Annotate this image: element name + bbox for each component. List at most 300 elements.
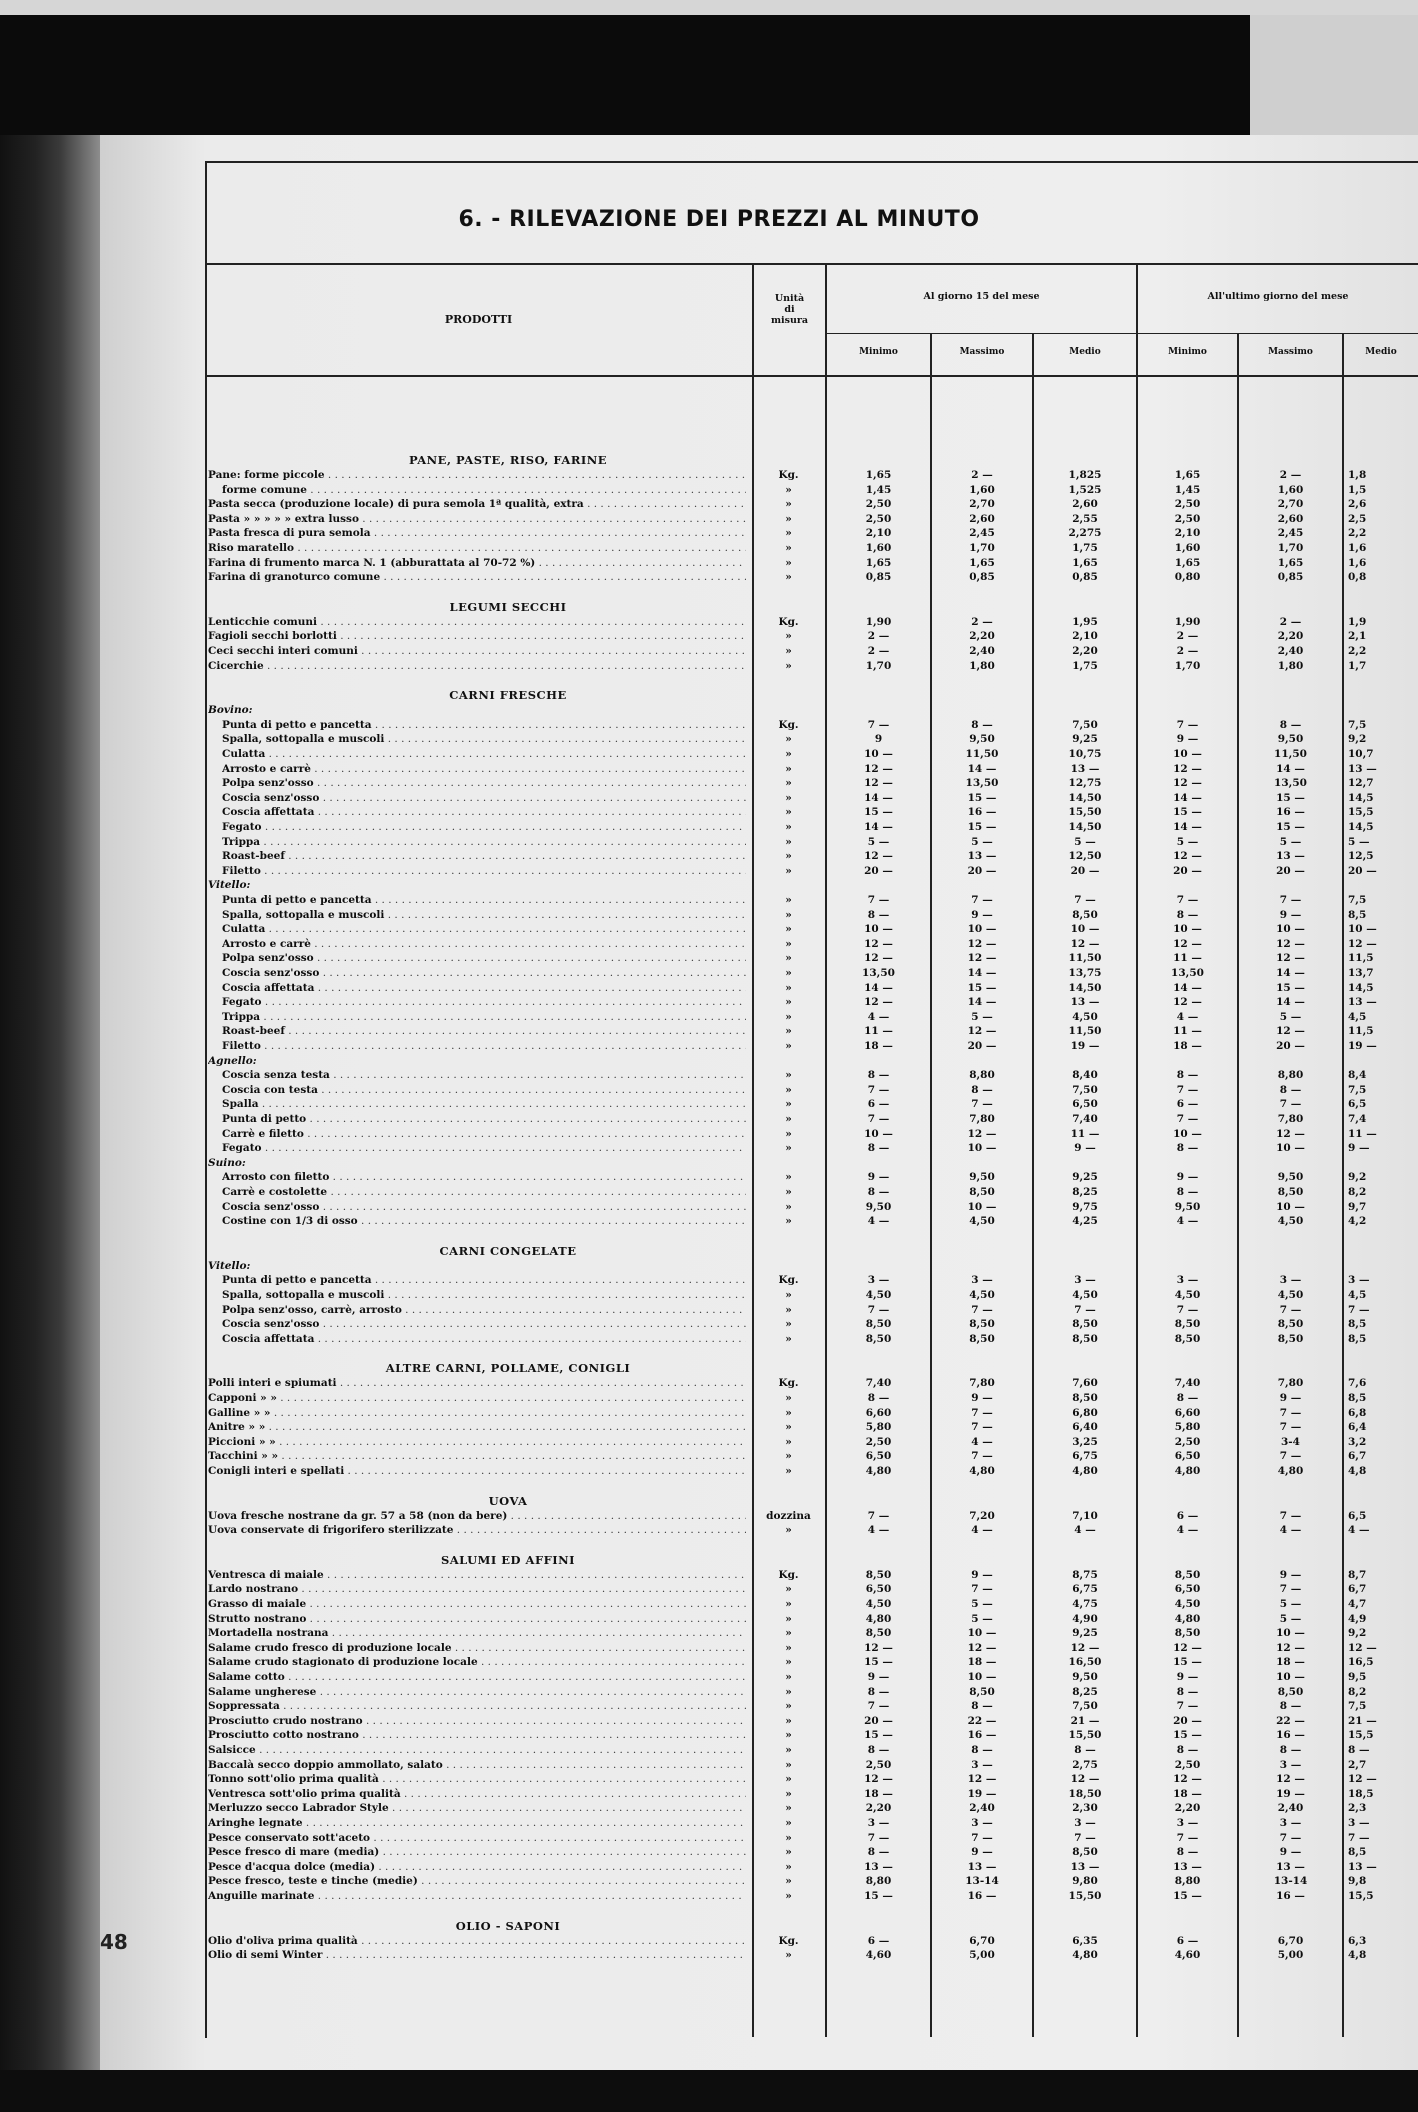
g1-med-cell: 6,40 [1072, 1421, 1098, 1434]
g2-max-cell: 7,80 [1277, 1113, 1304, 1125]
header-g2-medio: Medio [1365, 347, 1397, 357]
unit-cell: » [785, 483, 792, 496]
g1-max-cell: 2 — [971, 615, 993, 628]
product-name: Salame ungherese . . . [208, 1686, 746, 1698]
g2-min-cell: 2,10 [1174, 527, 1201, 540]
g1-max-cell: 6,70 [969, 1934, 995, 1947]
product-name: Salame cotto . . . [208, 1671, 746, 1683]
product-name: Farina di granoturco comune . . . [208, 571, 746, 583]
product-name: Arrosto e carrè . . . [222, 938, 746, 950]
g1-med-cell: 9,25 [1072, 733, 1098, 746]
table-row [208, 1436, 1418, 1451]
g2-min-cell: 8,80 [1174, 1875, 1201, 1888]
g1-max-cell: 14 — [967, 762, 997, 775]
table-row [208, 1450, 1418, 1465]
product-name: Prosciutto crudo nostrano . . . [208, 1715, 746, 1727]
g2-min-cell: 8 — [1176, 908, 1199, 921]
scan-dark-band [0, 15, 1250, 135]
g1-min-cell: 5 — [867, 835, 890, 848]
g1-min-cell: 4 — [867, 1010, 890, 1023]
table-row [208, 1186, 1418, 1201]
product-name: Merluzzo secco Labrador Style . . . [208, 1802, 746, 1814]
g1-med-cell: 12,75 [1068, 777, 1102, 790]
g2-min-cell: 1,70 [1174, 659, 1201, 672]
g1-med-cell: 7 — [1074, 894, 1096, 906]
unit-cell: » [785, 835, 792, 848]
unit-cell: » [785, 1612, 792, 1625]
g1-max-cell: 8,50 [969, 1186, 995, 1198]
g2-min-cell: 8,50 [1174, 1318, 1201, 1331]
g2-med-cell: 7 — [1348, 1831, 1370, 1844]
g2-min-cell: 1,60 [1174, 542, 1201, 554]
g2-med-cell: 2,6 [1348, 498, 1367, 511]
g1-med-cell: 3,25 [1072, 1435, 1098, 1448]
g1-max-cell: 12 — [967, 937, 997, 950]
product-name: Roast-beef . . . [222, 1025, 746, 1037]
g2-med-cell: 20 — [1348, 864, 1377, 877]
g2-med-cell: 8 — [1348, 1744, 1370, 1756]
product-name: Roast-beef . . . [222, 850, 746, 862]
unit-cell: » [785, 1627, 792, 1640]
g2-med-cell: 6,4 [1348, 1421, 1367, 1434]
g2-med-cell: 9,5 [1348, 1671, 1367, 1683]
header-group1: Al giorno 15 del mese [923, 291, 1040, 302]
g1-med-cell: 1,65 [1072, 556, 1098, 569]
header-g2-massimo: Massimo [1268, 347, 1313, 357]
g1-med-cell: 15,50 [1068, 1729, 1102, 1742]
g2-max-cell: 8,50 [1277, 1318, 1304, 1331]
g1-max-cell: 19 — [967, 1787, 997, 1800]
g1-max-cell: 9 — [971, 1846, 993, 1859]
g1-max-cell: 4,80 [969, 1465, 995, 1477]
g2-med-cell: 7,4 [1348, 1113, 1367, 1125]
g1-max-cell: 2,70 [969, 498, 995, 511]
table-row [208, 1098, 1418, 1113]
g2-max-cell: 19 — [1276, 1787, 1305, 1800]
unit-cell: » [785, 937, 792, 950]
g2-min-cell: 8 — [1176, 1846, 1199, 1859]
g2-max-cell: 14 — [1276, 996, 1305, 1009]
g2-max-cell: 7 — [1279, 1831, 1302, 1844]
g1-med-cell: 7 — [1074, 1303, 1096, 1316]
g1-med-cell: 13 — [1070, 762, 1100, 775]
scan-left-margin [0, 135, 100, 2112]
g1-med-cell: 1,95 [1072, 615, 1098, 628]
g2-min-cell: 7 — [1176, 894, 1199, 906]
g1-med-cell: 11 — [1070, 1127, 1100, 1140]
g1-max-cell: 11,50 [965, 748, 999, 760]
g1-min-cell: 7 — [867, 1700, 890, 1713]
table-row [208, 850, 1418, 865]
g2-min-cell: 12 — [1173, 850, 1202, 863]
unit-cell: » [785, 1450, 792, 1463]
product-name: Pasta secca (produzione locale) di pura semola 1ª qualità, extra . . . [208, 498, 746, 510]
product-name: Pasta » » » » » extra lusso . . . [208, 513, 746, 525]
g2-min-cell: 6 — [1176, 1934, 1199, 1947]
table-row [208, 1260, 1418, 1275]
g1-max-cell: 12 — [967, 1025, 997, 1038]
table-row [208, 1875, 1418, 1890]
g1-min-cell: 6 — [867, 1098, 890, 1111]
table-row [208, 484, 1418, 499]
table-row [208, 836, 1418, 851]
product-name: Baccalà secco doppio ammollato, salato . . . [208, 1759, 746, 1771]
product-name: Spalla . . . [222, 1098, 746, 1110]
g1-min-cell: 2,50 [865, 1758, 892, 1771]
g2-med-cell: 4,5 [1348, 1010, 1367, 1023]
table-row [208, 1025, 1418, 1040]
g2-med-cell: 6,3 [1348, 1934, 1367, 1947]
table-row [208, 1274, 1418, 1289]
g1-min-cell: 8 — [867, 908, 890, 921]
header-g2-minimo: Minimo [1168, 347, 1207, 357]
g1-min-cell: 15 — [864, 1729, 893, 1742]
g1-med-cell: 13 — [1070, 996, 1100, 1009]
g2-med-cell: 6,5 [1348, 1098, 1367, 1111]
g2-min-cell: 5 — [1176, 835, 1199, 848]
g2-min-cell: 12 — [1173, 937, 1202, 950]
g2-min-cell: 9,50 [1174, 1200, 1201, 1213]
unit-cell: » [785, 1802, 792, 1815]
g1-min-cell: 14 — [864, 821, 893, 833]
rule-subheader [825, 333, 1418, 334]
product-name: Punta di petto . . . [222, 1113, 746, 1125]
g1-med-cell: 6,75 [1072, 1450, 1098, 1463]
table-row [208, 1510, 1418, 1525]
g1-med-cell: 8,50 [1072, 1846, 1098, 1859]
table-row [208, 1627, 1418, 1642]
g2-max-cell: 16 — [1276, 1729, 1305, 1742]
g1-med-cell: 9,75 [1072, 1200, 1098, 1213]
product-name: Arrosto e carrè . . . [222, 763, 746, 775]
product-name: Strutto nostrano . . . [208, 1613, 746, 1625]
product-name: Cicerchie . . . [208, 660, 746, 672]
g1-max-cell: 12 — [967, 952, 997, 965]
g2-min-cell: 0,80 [1174, 571, 1201, 584]
table-row [208, 748, 1418, 763]
scan-bottom-edge [0, 2070, 1418, 2112]
g2-med-cell: 8,5 [1348, 1332, 1367, 1345]
product-name: Pesce fresco di mare (media) . . . [208, 1846, 746, 1858]
g2-med-cell: 13 — [1348, 762, 1377, 775]
g1-min-cell: 12 — [864, 1773, 893, 1786]
table-row [208, 1642, 1418, 1657]
g1-med-cell: 16,50 [1068, 1656, 1102, 1669]
g2-max-cell: 9 — [1279, 1568, 1302, 1581]
g2-max-cell: 4,50 [1277, 1289, 1304, 1301]
unit-cell: » [785, 1392, 792, 1404]
unit-cell: » [785, 571, 792, 584]
product-name: Arrosto con filetto . . . [222, 1171, 746, 1183]
product-name: Coscia affettata . . . [222, 982, 746, 994]
g2-max-cell: 13 — [1276, 850, 1305, 863]
table-row [208, 1729, 1418, 1744]
table-row [208, 1656, 1418, 1671]
g1-min-cell: 4,50 [865, 1289, 892, 1301]
table-row [208, 879, 1418, 894]
g1-min-cell: 8,50 [865, 1332, 892, 1345]
unit-cell: » [785, 1289, 792, 1301]
g1-min-cell: 10 — [864, 1127, 893, 1140]
table-row [208, 527, 1418, 542]
section-title: OLIO - SAPONI [455, 1918, 561, 1933]
g2-max-cell: 8 — [1279, 1744, 1302, 1756]
g2-med-cell: 8,5 [1348, 1846, 1367, 1859]
g1-min-cell: 4,80 [865, 1612, 892, 1625]
product-name: Punta di petto e pancetta . . . [222, 894, 746, 906]
g2-max-cell: 12 — [1276, 937, 1305, 950]
product-name: Costine con 1/3 di osso . . . [222, 1215, 746, 1227]
product-name: Lenticchie comuni . . . [208, 616, 746, 628]
g2-max-cell: 16 — [1276, 806, 1305, 819]
g1-med-cell: 1,525 [1068, 483, 1102, 496]
product-name: Tonno sott'olio prima qualità . . . [208, 1773, 746, 1785]
g1-med-cell: 4,50 [1072, 1010, 1098, 1023]
g2-med-cell: 19 — [1348, 1040, 1377, 1052]
g2-max-cell: 1,65 [1277, 556, 1304, 569]
g2-min-cell: 14 — [1173, 981, 1202, 994]
unit-cell: » [785, 1318, 792, 1331]
g1-med-cell: 7,10 [1072, 1509, 1098, 1522]
product-name: Ventresca sott'olio prima qualità . . . [208, 1788, 746, 1800]
unit-cell: » [785, 1332, 792, 1345]
g1-min-cell: 12 — [864, 762, 893, 775]
g2-min-cell: 7,40 [1174, 1377, 1201, 1390]
product-name: Uova fresche nostrane da gr. 57 a 58 (non da bere) . . . [208, 1510, 746, 1522]
g1-med-cell: 1,825 [1068, 469, 1102, 481]
g1-max-cell: 14 — [967, 967, 997, 979]
table-row [208, 733, 1418, 748]
g2-max-cell: 15 — [1276, 821, 1305, 833]
g2-min-cell: 15 — [1173, 1729, 1202, 1742]
g2-med-cell: 15,5 [1348, 806, 1374, 819]
table-row [208, 1011, 1418, 1026]
g1-med-cell: 9 — [1074, 1142, 1096, 1155]
g2-max-cell: 5 — [1279, 1010, 1302, 1023]
table-row [208, 1788, 1418, 1803]
g1-max-cell: 9 — [971, 1568, 993, 1581]
product-name: Spalla, sottopalla e muscoli . . . [222, 909, 746, 921]
table-row [208, 1861, 1418, 1876]
table-row [208, 1084, 1418, 1099]
g2-min-cell: 18 — [1173, 1787, 1202, 1800]
g1-min-cell: 2,50 [865, 1435, 892, 1448]
g1-max-cell: 10 — [967, 1142, 997, 1155]
g2-med-cell: 8,5 [1348, 1392, 1367, 1404]
g1-min-cell: 4 — [867, 1524, 890, 1537]
g2-max-cell: 7 — [1279, 1583, 1302, 1596]
g2-max-cell: 1,70 [1277, 542, 1304, 554]
g1-med-cell: 13,75 [1068, 967, 1102, 979]
g2-med-cell: 4,7 [1348, 1598, 1367, 1610]
g2-med-cell: 9,7 [1348, 1200, 1367, 1213]
table-row [208, 1407, 1418, 1422]
table-row [208, 1128, 1418, 1143]
unit-cell: Kg. [778, 1568, 799, 1581]
g1-min-cell: 9 — [867, 1671, 890, 1683]
g2-med-cell: 2,5 [1348, 512, 1367, 525]
g2-max-cell: 2 — [1279, 615, 1302, 628]
g1-min-cell: 2,50 [865, 512, 892, 525]
g1-min-cell: 15 — [864, 1890, 893, 1902]
g2-min-cell: 10 — [1173, 748, 1202, 760]
product-name: Fegato . . . [222, 821, 746, 833]
g2-min-cell: 12 — [1173, 1641, 1202, 1654]
g2-max-cell: 3 — [1279, 1274, 1302, 1287]
product-name: Salame crudo fresco di produzione locale . . . [208, 1642, 746, 1654]
g2-max-cell: 7 — [1279, 1303, 1302, 1316]
unit-cell: » [785, 1787, 792, 1800]
g2-max-cell: 9,50 [1277, 733, 1304, 746]
g2-min-cell: 9 — [1176, 733, 1199, 746]
g1-med-cell: 8 — [1074, 1744, 1096, 1756]
table-row [208, 806, 1418, 821]
g2-max-cell: 8 — [1279, 1083, 1302, 1096]
g2-min-cell: 1,45 [1174, 483, 1201, 496]
g1-min-cell: 7 — [867, 1303, 890, 1316]
g1-max-cell: 12 — [967, 1127, 997, 1140]
g1-min-cell: 1,60 [865, 542, 892, 554]
unit-cell: » [785, 864, 792, 877]
g1-min-cell: 12 — [864, 1641, 893, 1654]
g2-max-cell: 8,50 [1277, 1685, 1304, 1698]
table-row [208, 571, 1418, 586]
product-name: Pesce fresco, teste e tinche (medie) . . . [208, 1875, 746, 1887]
g1-max-cell: 18 — [967, 1656, 997, 1669]
g2-min-cell: 8 — [1176, 1069, 1199, 1082]
g1-med-cell: 3 — [1074, 1817, 1096, 1829]
g1-max-cell: 9,50 [969, 733, 995, 746]
g2-min-cell: 2,20 [1174, 1802, 1201, 1815]
g2-max-cell: 3 — [1279, 1758, 1302, 1771]
g1-med-cell: 2,75 [1072, 1758, 1098, 1771]
g2-med-cell: 8,2 [1348, 1186, 1367, 1198]
g2-med-cell: 14,5 [1348, 821, 1374, 833]
table-row [208, 821, 1418, 836]
g1-min-cell: 7 — [867, 894, 890, 906]
unit-cell: » [785, 1598, 792, 1610]
g2-med-cell: 2,2 [1348, 527, 1367, 540]
table-row [208, 616, 1418, 631]
g1-min-cell: 15 — [864, 806, 893, 819]
product-name: Coscia senz'osso . . . [222, 1318, 746, 1330]
unit-cell: » [785, 1714, 792, 1727]
g1-med-cell: 2,10 [1072, 630, 1098, 643]
g1-max-cell: 1,80 [969, 659, 995, 672]
g2-med-cell: 7,5 [1348, 1083, 1367, 1096]
g2-max-cell: 8,50 [1277, 1332, 1304, 1345]
g1-max-cell: 7 — [971, 1303, 993, 1316]
table-row [208, 1759, 1418, 1774]
g1-med-cell: 6,35 [1072, 1934, 1098, 1947]
g2-max-cell: 9 — [1279, 1846, 1302, 1859]
g2-max-cell: 4,50 [1277, 1215, 1304, 1228]
unit-cell: » [785, 1744, 792, 1756]
g1-min-cell: 8 — [867, 1744, 890, 1756]
g1-max-cell: 5 — [971, 1612, 993, 1625]
table-row [208, 1069, 1418, 1084]
g2-max-cell: 14 — [1276, 762, 1305, 775]
product-name: Pesce conservato sott'aceto . . . [208, 1832, 746, 1844]
section-title: LEGUMI SECCHI [449, 599, 567, 614]
g1-max-cell: 5 — [971, 1010, 993, 1023]
g1-max-cell: 5,00 [969, 1949, 995, 1962]
unit-cell: » [785, 791, 792, 804]
g2-min-cell: 1,65 [1174, 556, 1201, 569]
table-row [208, 1201, 1418, 1216]
g1-min-cell: 1,45 [865, 483, 892, 496]
g2-med-cell: 6,7 [1348, 1583, 1367, 1596]
product-name: Aringhe legnate . . . [208, 1817, 746, 1829]
g1-med-cell: 4 — [1074, 1524, 1096, 1537]
g2-med-cell: 8,5 [1348, 908, 1367, 921]
g2-min-cell: 4 — [1176, 1010, 1199, 1023]
g2-max-cell: 15 — [1276, 981, 1305, 994]
product-name: Galline » » . . . [208, 1407, 746, 1419]
table-row [208, 1715, 1418, 1730]
g2-min-cell: 2,50 [1174, 498, 1201, 511]
g1-min-cell: 12 — [864, 996, 893, 1009]
table-row [208, 865, 1418, 880]
unit-cell: » [785, 1758, 792, 1771]
g2-min-cell: 15 — [1173, 806, 1202, 819]
g1-max-cell: 8 — [971, 1700, 993, 1713]
g1-med-cell: 0,85 [1072, 571, 1098, 584]
g1-max-cell: 16 — [967, 1729, 997, 1742]
g1-min-cell: 12 — [864, 777, 893, 790]
g2-max-cell: 10 — [1276, 1142, 1305, 1155]
unit-cell: » [785, 1127, 792, 1140]
table-row [208, 498, 1418, 513]
g2-med-cell: 2,2 [1348, 645, 1367, 657]
g2-med-cell: 4,9 [1348, 1612, 1367, 1625]
unit-cell: » [785, 1524, 792, 1537]
g2-med-cell: 11 — [1348, 1127, 1377, 1140]
header-unita: Unità di misura [770, 293, 809, 326]
table-row [208, 1890, 1418, 1905]
unit-cell: Kg. [778, 1377, 799, 1390]
g2-med-cell: 7,5 [1348, 1700, 1367, 1713]
g2-max-cell: 7 — [1279, 1450, 1302, 1463]
g1-min-cell: 8 — [867, 1685, 890, 1698]
g1-med-cell: 19 — [1070, 1040, 1100, 1052]
g1-max-cell: 7 — [971, 1831, 993, 1844]
g1-med-cell: 8,50 [1072, 908, 1098, 921]
g1-max-cell: 10 — [967, 1671, 997, 1683]
g1-med-cell: 12 — [1070, 1773, 1100, 1786]
g2-max-cell: 4,80 [1277, 1465, 1304, 1477]
table-row [208, 704, 1418, 719]
g2-med-cell: 3 — [1348, 1274, 1370, 1287]
g1-med-cell: 14,50 [1068, 821, 1102, 833]
table-row [208, 660, 1418, 675]
g2-med-cell: 12,5 [1348, 850, 1374, 863]
g1-max-cell: 3 — [971, 1274, 993, 1287]
g2-med-cell: 14,5 [1348, 791, 1374, 804]
g2-med-cell: 13 — [1348, 996, 1377, 1009]
g2-max-cell: 5 — [1279, 1612, 1302, 1625]
g1-max-cell: 13 — [967, 1860, 997, 1873]
g2-max-cell: 12 — [1276, 1025, 1305, 1038]
g2-med-cell: 21 — [1348, 1714, 1377, 1727]
g1-med-cell: 8,40 [1072, 1069, 1098, 1082]
header-g1-massimo: Massimo [959, 347, 1005, 357]
product-name: Tacchini » » . . . [208, 1450, 746, 1462]
document-page [100, 135, 1418, 2070]
header-group2: All'ultimo giorno del mese [1207, 291, 1349, 302]
g1-max-cell: 4 — [971, 1524, 993, 1537]
unit-cell: » [785, 952, 792, 965]
